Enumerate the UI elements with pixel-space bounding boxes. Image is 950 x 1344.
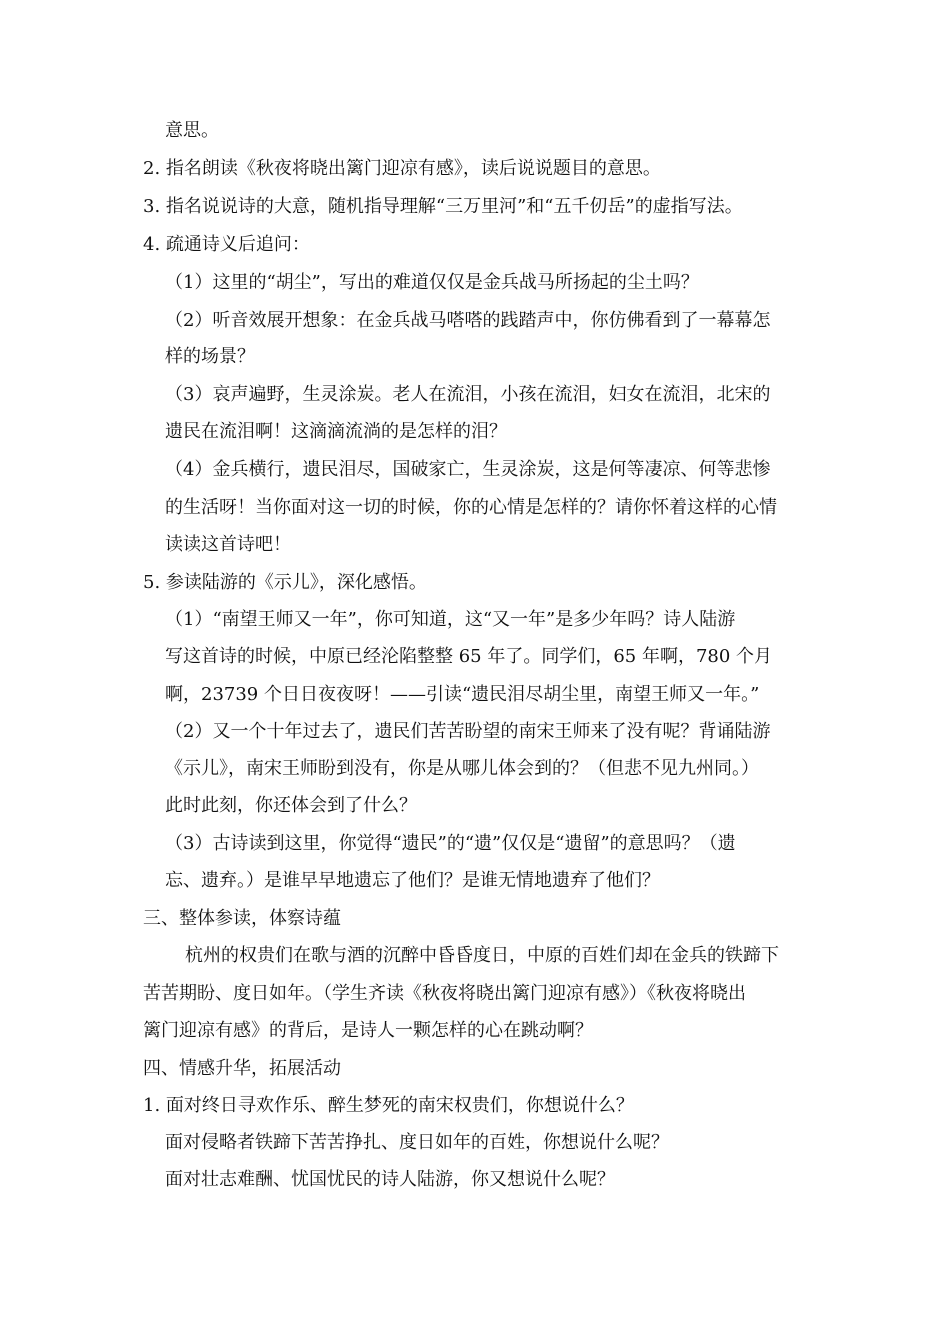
paragraph-line: 杭州的权贵们在歌与酒的沉醉中昏昏度日，中原的百姓们却在金兵的铁蹄下 [185,945,779,966]
sub-item: （2）听音效展开想象：在金兵战马嗒嗒的践踏声中，你仿佛看到了一幕幕怎 [165,310,771,331]
text-line: 写这首诗的时候，中原已经沦陷整整 65 年了。同学们，65 年啊，780 个月 [165,646,773,667]
sub-item: （1）“南望王师又一年”，你可知道，这“又一年”是多少年吗？诗人陆游 [165,609,736,630]
sub-item: （1）这里的“胡尘”，写出的难道仅仅是金兵战马所扬起的尘土吗？ [165,272,699,293]
section-heading: 三、整体参读，体察诗蕴 [143,908,341,929]
text-line: 遗民在流泪啊！这滴滴流淌的是怎样的泪？ [165,421,507,442]
text-line: 样的场景？ [165,346,255,367]
text-line: 忘、遗弃。）是谁早早地遗忘了他们？是谁无情地遗弃了他们？ [165,870,660,891]
text-line: 的生活呀！当你面对这一切的时候，你的心情是怎样的？请你怀着这样的心情 [165,497,777,518]
paragraph-line: 篱门迎凉有感》的背后，是诗人一颗怎样的心在跳动啊？ [143,1020,593,1041]
list-item: 3. 指名说说诗的大意，随机指导理解“三万里河”和“五千仞岳”的虚指写法。 [143,196,743,217]
paragraph-line: 苦苦期盼、度日如年。（学生齐读《秋夜将晓出篱门迎凉有感》）《秋夜将晓出 [143,983,746,1004]
sub-item: （4）金兵横行，遗民泪尽，国破家亡，生灵涂炭，这是何等凄凉、何等悲惨 [165,459,771,480]
text-line: 啊，23739 个日日夜夜呀！——引读“遗民泪尽胡尘里，南望王师又一年。” [165,684,760,705]
sub-item: （3）哀声遍野，生灵涂炭。老人在流泪，小孩在流泪，妇女在流泪，北宋的 [165,384,771,405]
text-line: 读读这首诗吧！ [165,534,291,555]
sub-item: （2）又一个十年过去了，遗民们苦苦盼望的南宋王师来了没有呢？背诵陆游 [165,721,771,742]
list-item: 4. 疏通诗义后追问： [143,234,310,255]
list-item: 2. 指名朗读《秋夜将晓出篱门迎凉有感》，读后说说题目的意思。 [143,158,661,179]
section-heading: 四、情感升华，拓展活动 [143,1058,341,1079]
list-item: 1. 面对终日寻欢作乐、醉生梦死的南宋权贵们，你想说什么？ [143,1095,634,1116]
sub-item: （3）古诗读到这里，你觉得“遗民”的“遗”仅仅是“遗留”的意思吗？（遗 [165,833,736,854]
text-line: 意思。 [165,120,219,141]
list-item: 5. 参读陆游的《示儿》，深化感悟。 [143,572,427,593]
text-line: 《示儿》，南宋王师盼到没有，你是从哪儿体会到的？（但悲不见九州同。） [165,758,759,779]
text-line: 面对侵略者铁蹄下苦苦挣扎、度日如年的百姓，你想说什么呢？ [165,1132,669,1153]
text-line: 此时此刻，你还体会到了什么？ [165,795,417,816]
text-line: 面对壮志难酬、忧国忧民的诗人陆游，你又想说什么呢？ [165,1169,615,1190]
